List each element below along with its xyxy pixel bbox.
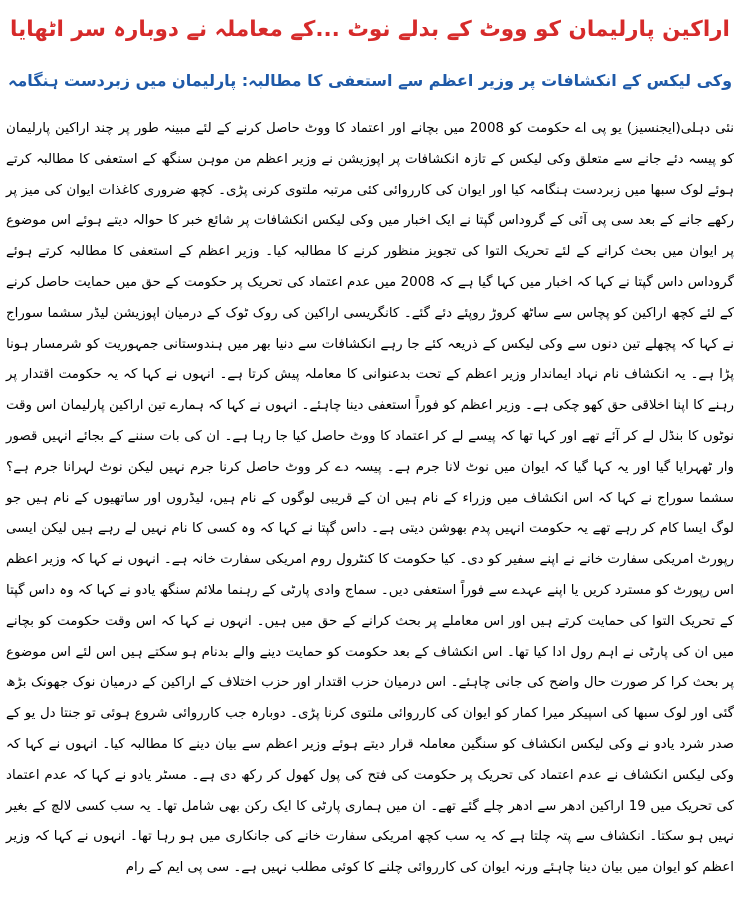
article-body: نئی دہلی(ایجنسیز) یو پی اے حکومت کو 2008 میں بچانے اور اعتماد کا ووٹ حاصل کرنے کے لئے مبینہ طور پر چند اراکین پارلیمان کو پیسہ دئے جانے سے متعلق وکی لیکس کے تازہ انکشافات پر اپوزیشن نے وزیر اعظم من موہن سنگھ کے استعفی کا مطالبہ کرتے ہوئے لوک سبھا میں زبردست ہنگامہ کیا اور ایوان کی کارروائی کئی مرتبہ ملتوی کرنی پڑی۔ کچھ ضروری کاغذات ایوان کی میز پر رکھے جانے کے بعد سی پی آئی کے گروداس گپتا نے ایک اخبار میں وکی لیکس انکشافات پر شائع خبر کا حوالہ دیتے ہوئے اس موضوع پر ایوان میں بحث کرانے کے لئے تحریک التوا کی تجویز منظور کرنے کا مطالبہ کیا۔ وزیر اعظم کے استعفی کا مطالبہ کرتے ہوئے گروداس داس گپتا نے کہا کہ اخبار میں کہا گیا ہے کہ 2008 میں عدم اعتماد کی تحریک پر حکومت کے حق میں حمایت حاصل کرنے کے لئے کچھ اراکین کو پچاس سے ساٹھ کروڑ روپئے دئے گئے۔ کانگریسی اراکین کی روک ٹوک کے درمیان اپوزیشن لیڈر سشما سوراج نے کہا کہ پچھلے تین دنوں سے وکی لیکس کے ذریعہ کئے جا رہے انکشافات سے دنیا بھر میں ہندوستانی جمہوریت کو شرمسار ہونا پڑا ہے۔ یہ انکشاف نام نہاد ایماندار وزیر اعظم کے تحت بدعنوانی کا معاملہ پیش کرتا ہے۔ انہوں نے کہا کہ یہ حکومت اقتدار پر رہنے کا اپنا اخلاقی حق کھو چکی ہے۔ وزیر اعظم کو فوراً استعفی دینا چاہئے۔ انہوں نے کہا کہ ہمارے تین اراکین پارلیمان اس وقت نوٹوں کا بنڈل لے کر آئے تھے اور کہا تھا کہ پیسے لے کر اعتماد کا ووٹ حاصل کیا جا رہا ہے۔ ان کی بات سننے کے بجائے انہیں قصور وار ٹھہرایا گیا اور یہ کہا گیا کہ ایوان میں نوٹ لانا جرم ہے۔ پیسہ دے کر ووٹ حاصل کرنا جرم نہیں لیکن نوٹ لہرانا جرم ہے؟ سشما سوراج نے کہا کہ اس انکشاف میں وزراء کے نام ہیں ان کے قریبی لوگوں کے نام ہیں، لیڈروں اور ساتھیوں کے نام ہیں جو لوگ ایسا کام کر رہے تھے یہ حکومت انہیں پدم بھوشن دیتی ہے۔ داس گپتا نے کہا کہ وہ کسی کا نام نہیں لے رہے ہیں لیکن ایسی رپورٹ امریکی سفارت خانے نے اپنے سفیر کو دی۔ کیا حکومت کا کنٹرول روم امریکی سفارت خانہ ہے۔ انہوں نے کہا کہ وزیر اعظم اس رپورٹ کو مسترد کریں یا اپنے عہدے سے فوراً استعفی دیں۔ سماج وادی پارٹی کے رہنما ملائم سنگھ یادو نے کہا کہ وہ داس گپتا کے تحریک التوا کی حمایت کرتے ہیں اور اس معاملے پر بحث کرانے کے حق میں ہیں۔ انہوں نے کہا کہ اس وقت حکومت کو بچانے میں ان کی پارٹی نے اہم رول ادا کیا تھا۔ اس انکشاف کے بعد حکومت کو حمایت دینے والے بدنام ہو سکتے ہیں اس لئے اس موضوع پر بحث کرا کر صورت حال واضح کی جانی چاہئے۔ اس درمیان حزب اقتدار اور حزب اختلاف کے اراکین کے درمیان نوک جھونک بڑھ گئی اور لوک سبھا کی اسپیکر میرا کمار کو ایوان کی کارروائی ملتوی کرنا پڑی۔ دوبارہ جب کارروائی شروع ہوئی تو جنتا دل یو کے صدر شرد یادو نے وکی لیکس انکشاف کو سنگین معاملہ قرار دیتے ہوئے وزیر اعظم سے بیان دینے کا مطالبہ کیا۔ انہوں نے کہا کہ وکی لیکس انکشاف نے عدم اعتماد کی تحریک پر حکومت کی فتح کی پول کھول کر رکھ دی ہے۔ مسٹر یادو نے کہا کہ عدم اعتماد کی تحریک میں 19 اراکین ادھر سے ادھر چلے گئے تھے۔ ان میں ہماری پارٹی کا ایک رکن بھی شامل تھا۔ یہ سب کسی لالچ کے بغیر نہیں ہو سکتا۔ انکشاف سے پتہ چلتا ہے کہ یہ سب کچھ امریکی سفارت خانے کی جانکاری میں ہو رہا تھا۔ انہوں نے کہا کہ وزیر اعظم کو ایوان میں بیان دینا چاہئے ورنہ ایوان کی کارروائی چلنے کا کوئی مطلب نہیں ہے۔ سی پی ایم کے رام — [6, 121, 734, 876]
headline-main: اراکین پارلیمان کو ووٹ کے بدلے نوٹ ...کے معاملہ نے دوبارہ سر اٹھایا — [10, 17, 730, 42]
headline-sub: وکی لیکس کے انکشافات پر وزیر اعظم سے استعفی کا مطالبہ: پارلیمان میں زبردست ہنگامہ — [7, 71, 733, 90]
